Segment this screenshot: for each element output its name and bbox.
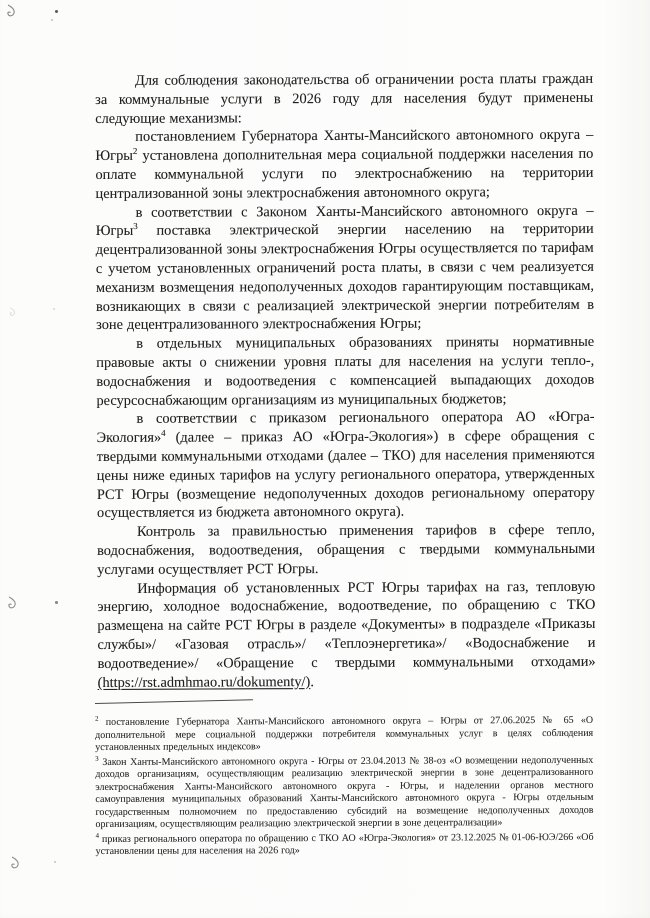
footnotes-list — [95, 715, 594, 859]
scan-speck — [51, 19, 53, 21]
paragraph-tko-operator: в соответствии с приказом регионального оператора АО «Югра-Экология»$^4$ (далее – приказ АО «Югра-Экология») в сфере обращения с твердыми коммунальными отходами (далее – ТКО) для населения применяются цены ниже единых тарифов на услугу регионального оператора, утвержденных РСТ Югры (возмещение недополученных доходов региональному оператору осуществляется из бюджета автономного округа). — [96, 409, 595, 522]
footnote-area — [95, 701, 594, 861]
scan-mark-squiggle-top — [6, 4, 18, 18]
footnote-2: $^2$ постановление Губернатора Ханты-Мансийского автономного округа – Югры от 27.06.2025 № 65 «О дополнительной мере социальной поддержки потребителя коммунальных услуг в целях соблюдения установленных предельных индексов» — [95, 714, 594, 753]
rst-site-link[interactable]: (https://rst.admhmao.ru/dokumenty/) — [97, 673, 311, 691]
footnote-marker: 4 — [95, 832, 100, 840]
paragraph-municipal-acts: в отдельных муниципальных образованиях приняты нормативные правовые акты о снижении уровня платы для населения на услуги тепло-, водоснабжения и водоотведения с компенсацией выпадающих доходов ресурсоснабжающим организациям из муниципальных бюджетов; — [96, 333, 595, 409]
paragraph-regional-law: в соответствии с Законом Ханты-Мансийского автономного округа – Югры$^3$ поставка электрической энергии населению на территории децентрализованной зоны электроснабжения Югры осуществляется по тарифам с учетом установленных ограничений роста платы, в связи с чем реализуется механизм возмещения недополученных доходов гарантирующим поставщикам, возникающих в связи с реализацией электрической энергии потребителям в зоне децентрализованного электроснабжения Югры; — [95, 202, 595, 334]
footnote-marker: 3 — [95, 755, 99, 763]
paragraph-governor-decree: постановлением Губернатора Ханты-Мансийского автономного округа – Югры$^2$ установлена дополнительная мера социальной поддержки населения по оплате коммунальной услуги по электроснабжению на территории централизованной зоны электроснабжения автономного округа; — [95, 127, 594, 202]
footnote-4: $^4$ приказ регионального оператора по обращению с ТКО АО «Югра-Экология» от 23.12.2025 № 01-06-ЮЭ/266 «Об установлении цены для населения на 2026 год» — [95, 831, 594, 857]
scan-speck — [53, 308, 55, 310]
footnote-separator — [95, 699, 253, 704]
footnote-3: $^3$ Закон Ханты-Мансийского автономного округа - Югры от 23.04.2013 № 38-оз «О возмещении недополученных доходов организациям, осуществляющим реализацию электрической энергии в зоне децентрализованного электроснабжения Ханты-Мансийского автономного округа - Югры, и наделении органов местного самоуправления муниципальных образований Ханты-Мансийского автономного округа - Югры отдельным государственным полномочием по предоставлению субсидий на возмещение недополученных доходов организациям, осуществляющим реализацию электрической энергии в зоне децентрализации» — [95, 754, 594, 830]
document-body — [95, 70, 596, 692]
scan-mark-squiggle-middle — [7, 596, 19, 610]
scan-mark-squiggle-faint — [9, 307, 17, 317]
paragraph-intro: Для соблюдения законодательства об ограничении роста платы граждан за коммунальные услуги в 2026 году для населения будут применены следующие механизмы: — [95, 70, 594, 127]
paragraph-control: Контроль за правильностью применения тарифов в сфере тепло, водоснабжения, водоотведения, обращения с твердыми коммунальными услугами осуществляет РСТ Югры. — [97, 521, 596, 578]
paragraph-info-site: Информация об установленных РСТ Югры тарифах на газ, тепловую энергию, холодное водоснабжение, водоотведение, по обращению с ТКО размещена на сайте РСТ Югры в разделе «Документы» в подразделе «Приказы службы»/ «Газовая отрасль»/ «Теплоэнергетика»/ «Водоснабжение и водоотведение»/ «Обращение с твердыми коммунальными отходами» (https://rst.admhmao.ru/dokumenty/). — [97, 578, 596, 691]
footnote-ref-2: 2 — [132, 146, 138, 157]
scan-mark-squiggle-bottom — [10, 856, 22, 870]
scan-speck — [55, 601, 58, 604]
footnote-ref-4: 4 — [161, 428, 166, 439]
footnote-marker: 2 — [95, 715, 99, 723]
scan-speck — [54, 861, 56, 863]
scan-speck — [55, 10, 58, 13]
footnote-ref-3: 3 — [133, 221, 138, 232]
